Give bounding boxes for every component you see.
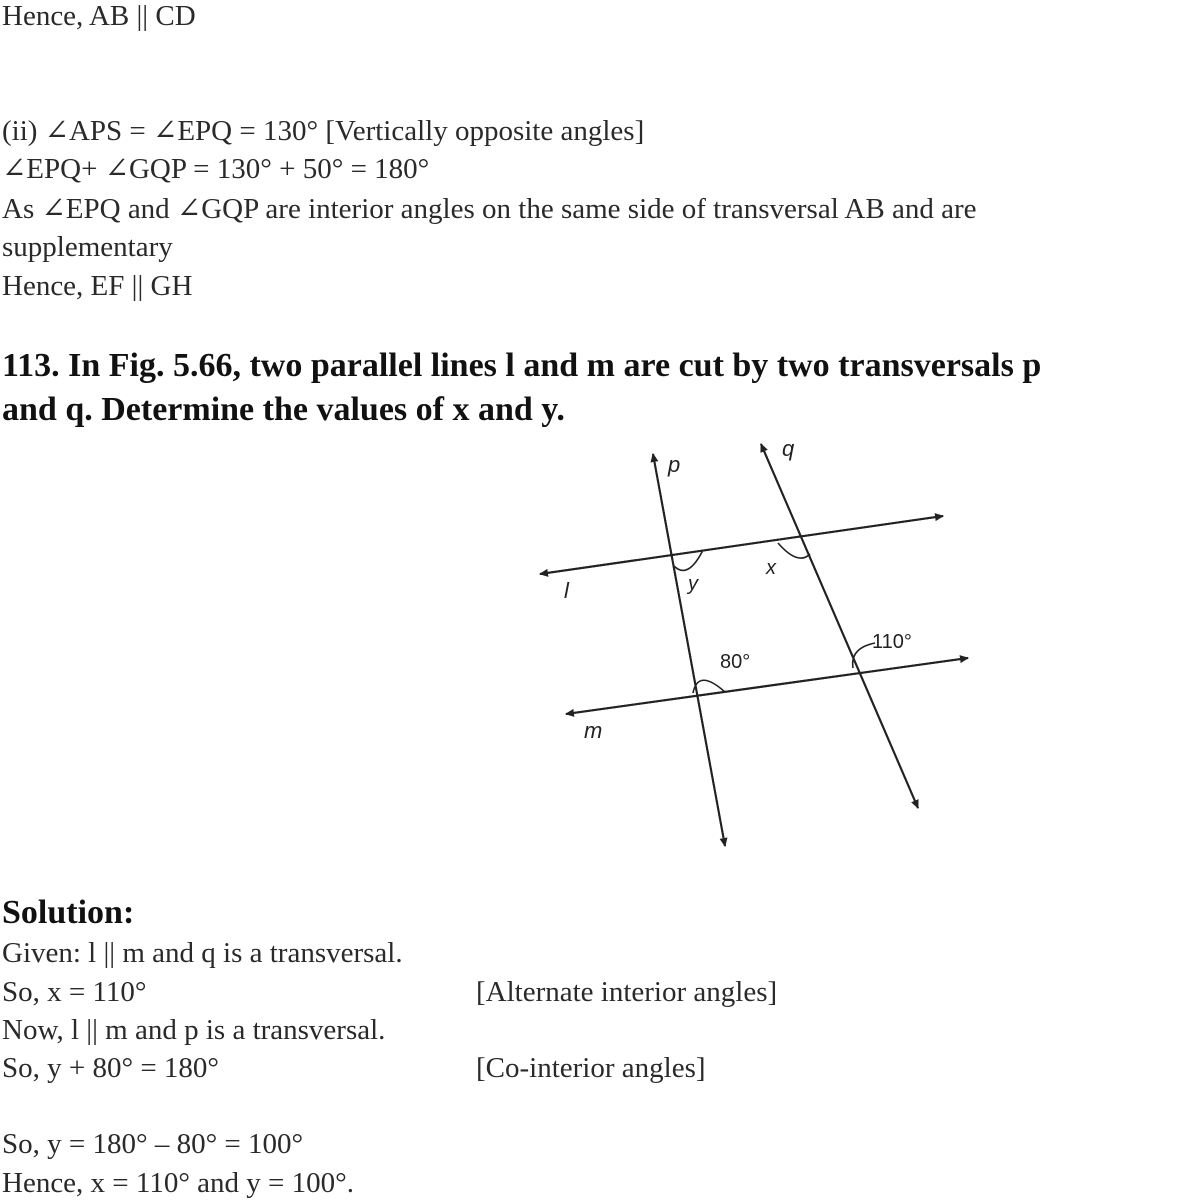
solution-now: Now, l || m and p is a transversal.	[2, 1014, 386, 1046]
label-p: p	[668, 452, 681, 477]
step-1-reason: [Alternate interior angles]	[476, 976, 778, 1008]
part-ii-line-4: supplementary	[2, 231, 173, 263]
part-ii-line-2: ∠EPQ+ ∠GQP = 130° + 50° = 180°	[2, 153, 430, 185]
solution-step-3: So, y = 180° – 80° = 100°	[2, 1128, 304, 1160]
angle-80-arc	[693, 680, 725, 693]
solution-title: Solution:	[2, 894, 135, 931]
step-1-statement: So, x = 110°	[2, 976, 147, 1008]
label-l: l	[564, 578, 569, 603]
label-q: q	[782, 436, 795, 461]
step-2-statement: So, y + 80° = 180°	[2, 1052, 220, 1084]
solution-given: Given: l || m and q is a transversal.	[2, 937, 403, 969]
previous-conclusion: Hence, AB || CD	[2, 0, 196, 32]
label-y: y	[688, 573, 698, 595]
label-110-degrees: 110°	[872, 631, 912, 653]
solution-step-2	[2, 1052, 219, 1084]
question-line-2: and q. Determine the values of x and y.	[2, 391, 565, 428]
solution-final: Hence, x = 110° and y = 100°.	[2, 1167, 355, 1199]
label-m: m	[584, 718, 603, 743]
solution-step-1	[2, 976, 147, 1008]
part-ii-line-1: (ii) ∠APS = ∠EPQ = 130° [Vertically opposite angles]	[2, 115, 645, 147]
figure-5-66	[520, 430, 980, 860]
part-ii-line-5: Hence, EF || GH	[2, 270, 193, 302]
label-80-degrees: 80°	[720, 651, 751, 673]
label-x: x	[766, 557, 776, 579]
question-line-1: 113. In Fig. 5.66, two parallel lines l and m are cut by two transversals p	[2, 347, 1042, 384]
part-ii-line-3: As ∠EPQ and ∠GQP are interior angles on the same side of transversal AB and are	[2, 193, 977, 225]
step-2-reason: [Co-interior angles]	[476, 1052, 706, 1084]
